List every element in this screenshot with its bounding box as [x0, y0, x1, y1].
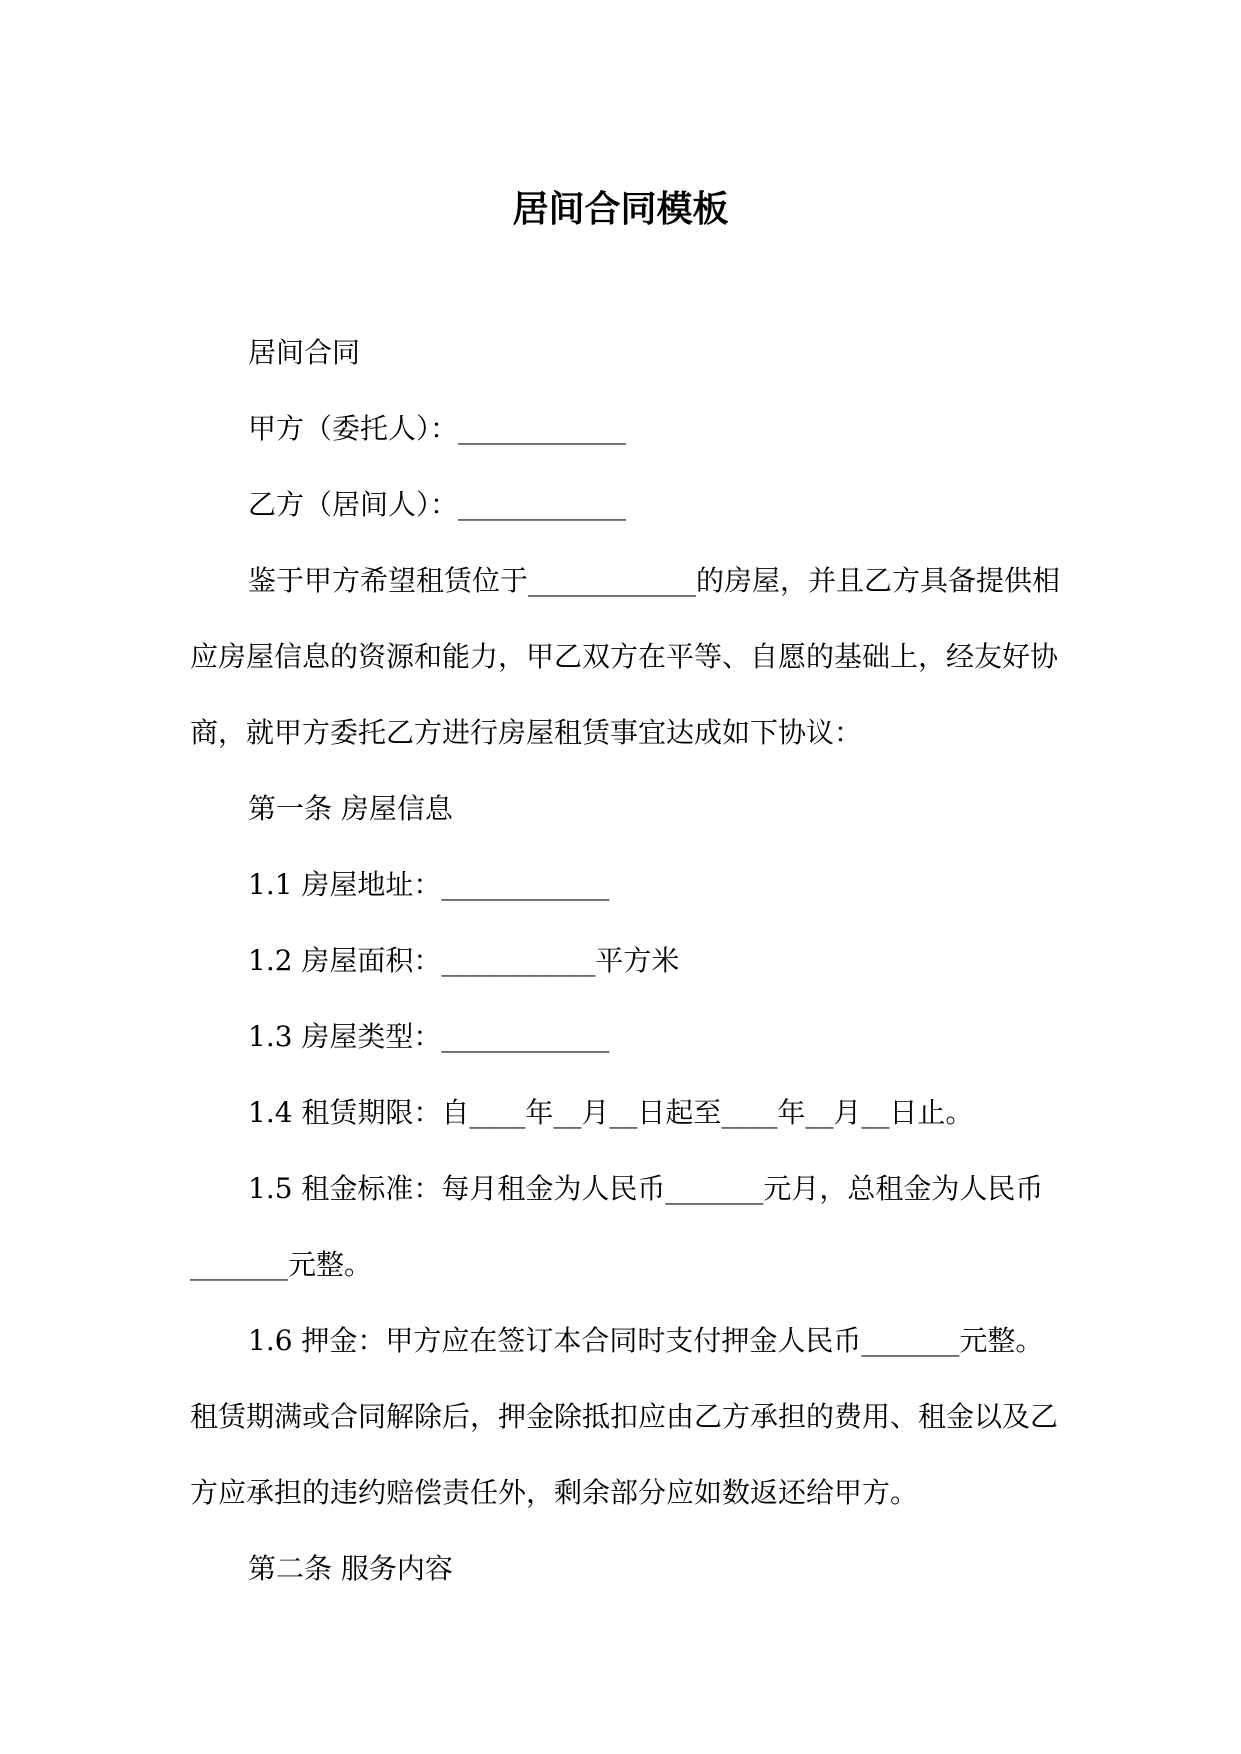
section-heading-2: 第二条 服务内容: [248, 1552, 453, 1585]
clause-1-6: 1.6 押金：甲方应在签订本合同时支付押金人民币_______元整。租赁期满或合同解除后，押金除抵扣应由乙方承担的费用、租金以及乙方应承担的违约赔偿责任外，剩余部分应如数返还给甲方。: [190, 1324, 1059, 1509]
paragraph-party-a: 甲方（委托人）：____________: [248, 412, 627, 445]
clause-1-5: 1.5 租金标准：每月租金为人民币_______元月，总租金为人民币_______元整。: [190, 1172, 1044, 1281]
clause-1-3: 1.3 房屋类型：____________: [248, 1020, 610, 1053]
paragraph-contract-heading: 居间合同: [248, 336, 361, 369]
clause-1-1: 1.1 房屋地址：____________: [248, 868, 610, 901]
paragraph-party-b: 乙方（居间人）：____________: [248, 488, 627, 521]
clause-1-4: 1.4 租赁期限：自____年__月__日起至____年__月__日止。: [248, 1096, 974, 1129]
page-title: 居间合同模板: [512, 189, 729, 230]
paragraph-preamble: 鉴于甲方希望租赁位于____________的房屋，并且乙方具备提供相应房屋信息的资源和能力，甲乙双方在平等、自愿的基础上，经友好协商，就甲方委托乙方进行房屋租赁事宜达成如下协议：: [190, 564, 1061, 749]
clause-1-2: 1.2 房屋面积：___________平方米: [248, 944, 680, 977]
document-body: [190, 315, 1060, 1607]
section-heading-1: 第一条 房屋信息: [248, 792, 453, 825]
